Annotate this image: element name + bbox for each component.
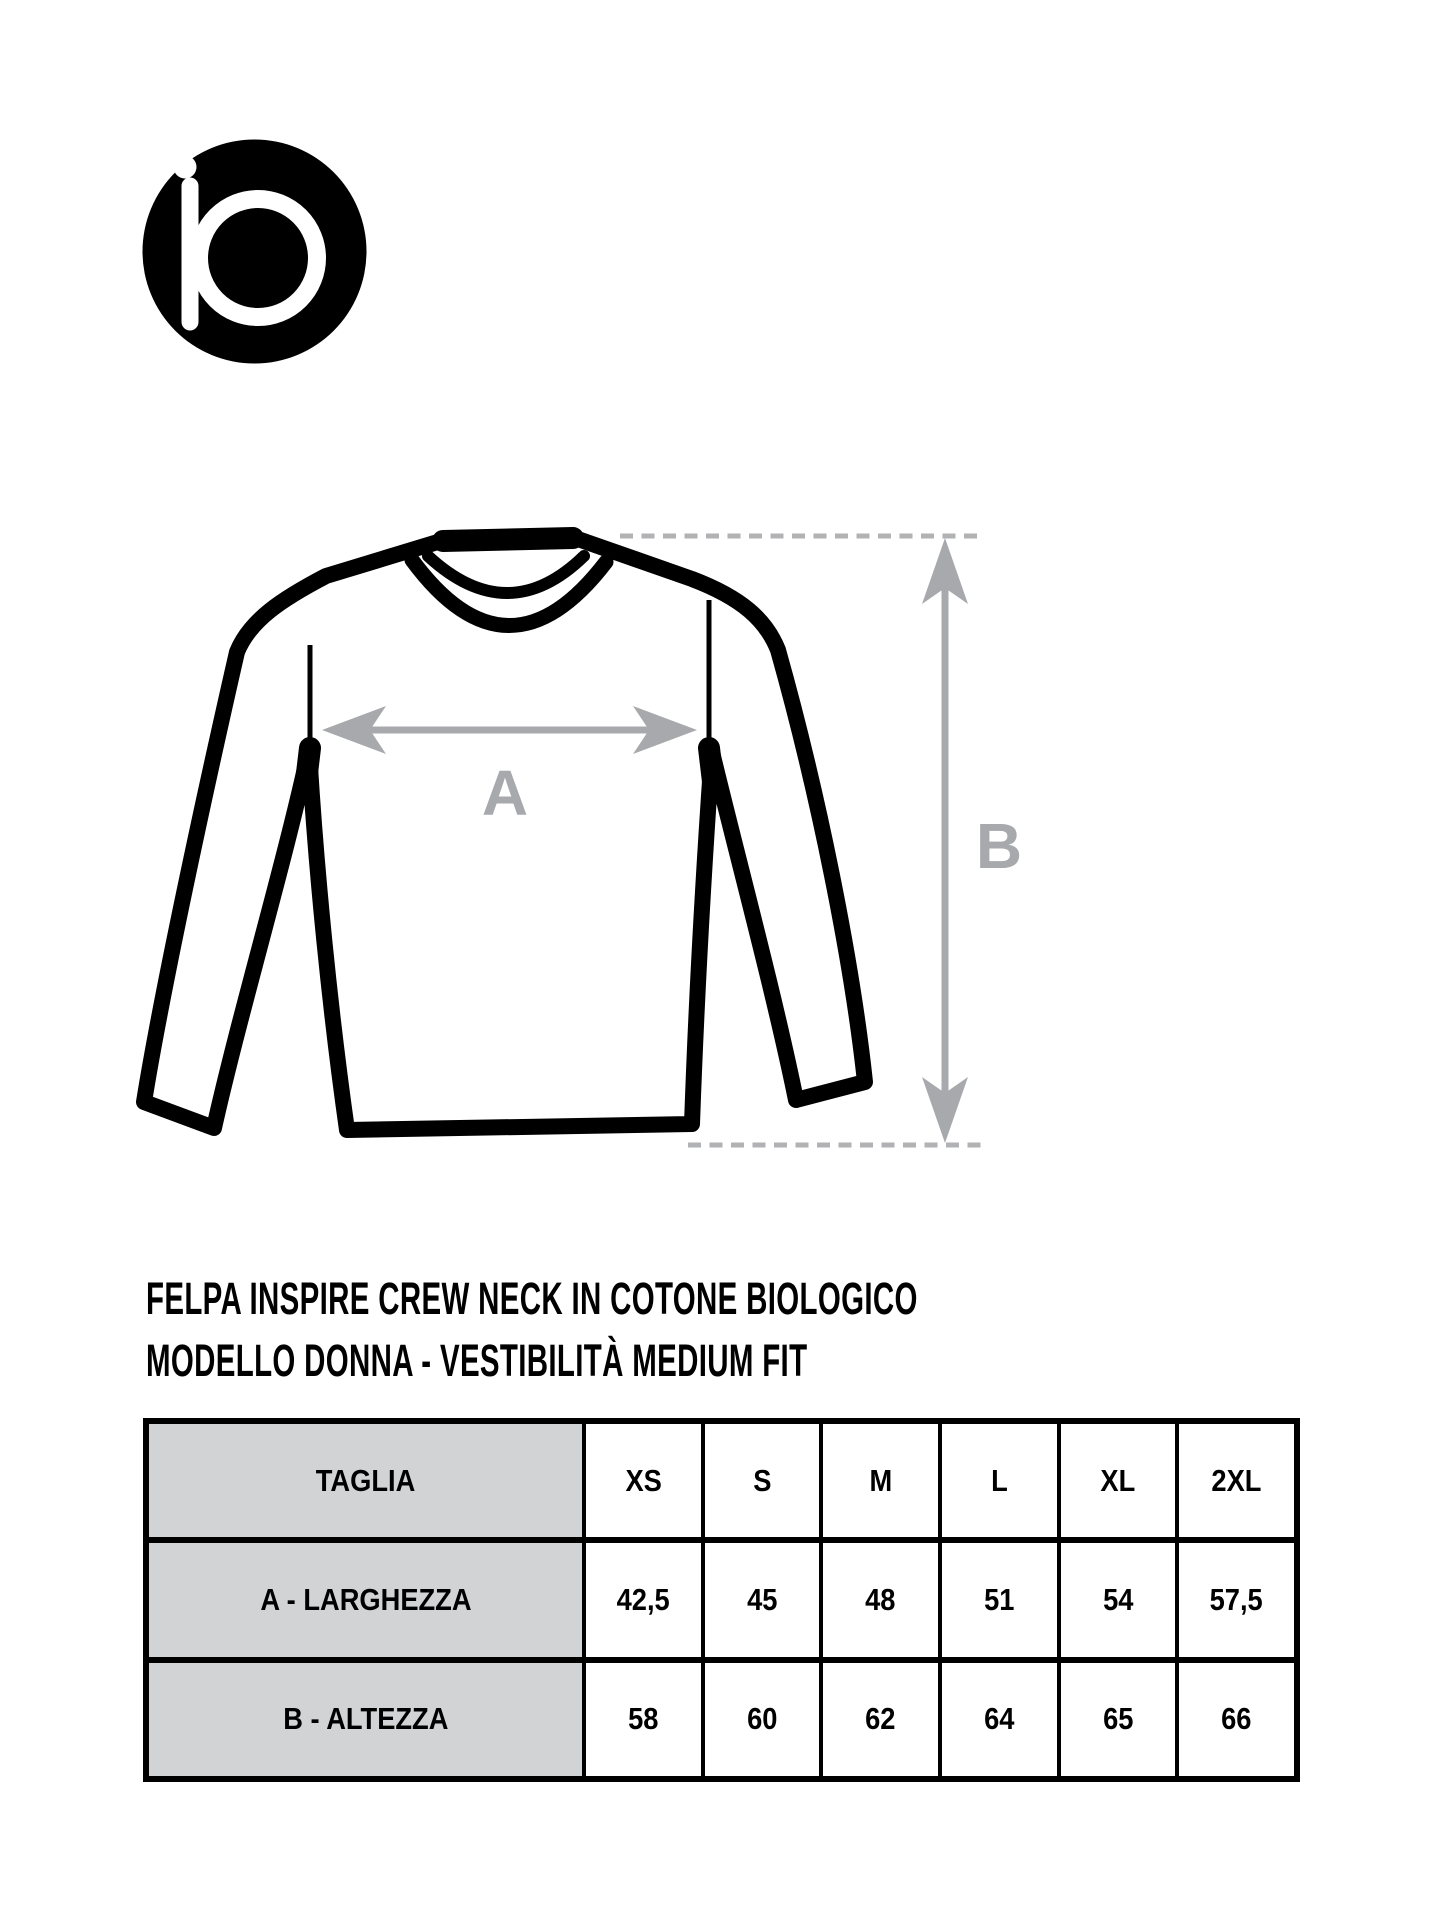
height-label: B: [975, 810, 1023, 882]
right-armpit: [709, 748, 714, 790]
height-value-2xl: 66: [1179, 1663, 1294, 1776]
height-row-label-cell: B - ALTEZZA: [149, 1663, 582, 1776]
width-value-s: 45: [705, 1543, 820, 1656]
height-value-m: 62: [823, 1663, 938, 1776]
logo-i-dot-icon: [174, 156, 197, 179]
height-value-s: 60: [705, 1663, 820, 1776]
product-title-line1: FELPA INSPIRE CREW NECK IN COTONE BIOLOGICO: [146, 1273, 918, 1324]
height-arrow: [922, 538, 968, 1143]
height-value-l: 64: [942, 1663, 1057, 1776]
size-table-header-label-cell: TAGLIA: [149, 1424, 582, 1537]
height-value-xl: 65: [1061, 1663, 1176, 1776]
size-table: [143, 1418, 1300, 1782]
size-col-xl: XL: [1061, 1424, 1176, 1537]
width-value-xl: 54: [1061, 1543, 1176, 1656]
sweatshirt-diagram: [100, 500, 1050, 1190]
size-col-s: S: [705, 1424, 820, 1537]
width-label: A: [481, 757, 529, 829]
collar-top-bar: [443, 538, 573, 541]
size-col-xs: XS: [586, 1424, 701, 1537]
size-col-m: M: [823, 1424, 938, 1537]
left-armpit: [305, 748, 310, 790]
product-title-line2: MODELLO DONNA - VESTIBILITÀ MEDIUM FIT: [146, 1335, 808, 1386]
width-value-2xl: 57,5: [1179, 1543, 1294, 1656]
width-value-m: 48: [823, 1543, 938, 1656]
width-value-xs: 42,5: [586, 1543, 701, 1656]
width-row-label-cell: A - LARGHEZZA: [149, 1543, 582, 1656]
product-title: [146, 1268, 1324, 1392]
height-value-xs: 58: [586, 1663, 701, 1776]
size-col-2xl: 2XL: [1179, 1424, 1294, 1537]
size-col-l: L: [942, 1424, 1057, 1537]
ib-logo: [142, 139, 367, 364]
width-value-l: 51: [942, 1543, 1057, 1656]
